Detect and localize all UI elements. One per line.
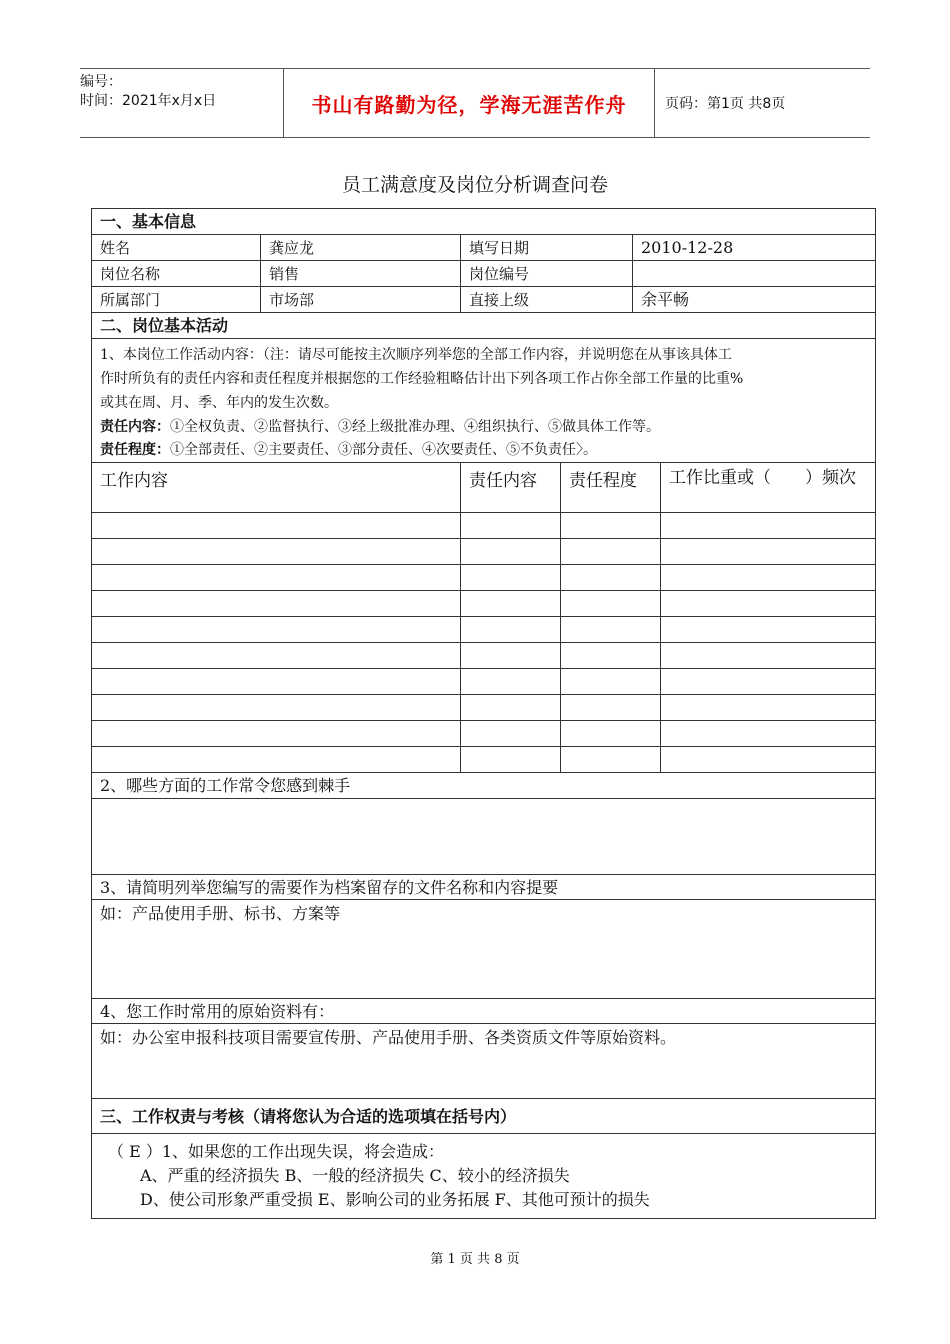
table-cell[interactable] <box>460 617 560 642</box>
table-cell[interactable] <box>460 669 560 694</box>
q4-label: 4、您工作时常用的原始资料有： <box>100 1002 335 1021</box>
info-row <box>92 261 875 287</box>
table-cell[interactable] <box>660 721 875 746</box>
table-cell[interactable] <box>560 695 660 720</box>
table-cell[interactable] <box>660 747 875 772</box>
col-work-weight: 工作比重或（ ）频次 <box>660 463 875 512</box>
table-cell[interactable] <box>92 643 460 668</box>
table-row <box>92 669 875 695</box>
table-row <box>92 695 875 721</box>
page-footer: 第 1 页 共 8 页 <box>430 1252 520 1267</box>
table-cell[interactable] <box>92 539 460 564</box>
q4-answer-area[interactable] <box>92 1024 875 1099</box>
table-cell[interactable] <box>92 721 460 746</box>
resp-degree-text: ①全部责任、②主要责任、③部分责任、④次要责任、⑤不负责任〉。 <box>170 442 597 458</box>
section3-heading: 三、工作权责与考核（请将您认为合适的选项填在括号内） <box>100 1107 517 1126</box>
table-cell[interactable] <box>92 695 460 720</box>
section3-q1 <box>92 1134 875 1218</box>
info-label-position-code: 岗位编号 <box>460 261 632 286</box>
table-cell[interactable] <box>460 539 560 564</box>
q2-row <box>92 773 875 799</box>
q3-answer-area[interactable] <box>92 900 875 999</box>
table-cell[interactable] <box>660 513 875 538</box>
info-value-department: 市场部 <box>260 287 460 312</box>
table-cell[interactable] <box>660 695 875 720</box>
table-cell[interactable] <box>460 721 560 746</box>
section1-heading: 一、基本信息 <box>100 212 197 231</box>
intro-line: 1、本岗位工作活动内容：（注：请尽可能按主次顺序列举您的全部工作内容，并说明您在从事该具体工 <box>100 347 732 363</box>
document-title: 员工满意度及岗位分析调查问卷 <box>341 174 608 196</box>
intro-line: 或其在周、月、季、年内的发生次数。 <box>100 395 338 411</box>
table-cell[interactable] <box>660 669 875 694</box>
col-resp-content: 责任内容 <box>460 463 560 512</box>
survey-table <box>91 208 876 1219</box>
number-label: 编号： <box>80 74 122 90</box>
info-label-position: 岗位名称 <box>100 265 161 283</box>
s3-q1-options-1: A、严重的经济损失 B、一般的经济损失 C、较小的经济损失 <box>140 1166 570 1185</box>
table-cell[interactable] <box>92 669 460 694</box>
q2-label: 2、哪些方面的工作常令您感到棘手 <box>100 776 351 795</box>
col-work-content: 工作内容 <box>100 471 168 491</box>
time-label: 时间：2021年x月x日 <box>80 93 217 109</box>
page-header <box>80 68 870 138</box>
section1-heading-row <box>92 209 875 235</box>
q3-row <box>92 875 875 900</box>
info-value-position-code <box>632 261 875 286</box>
table-row <box>92 513 875 539</box>
table-row <box>92 565 875 591</box>
info-label-department: 所属部门 <box>100 291 161 309</box>
section2-heading-row <box>92 313 875 339</box>
info-value-supervisor: 余平畅 <box>632 287 875 312</box>
section2-heading: 二、岗位基本活动 <box>100 316 229 335</box>
table-cell[interactable] <box>92 513 460 538</box>
table-cell[interactable] <box>660 539 875 564</box>
q4-row <box>92 999 875 1024</box>
table-row <box>92 591 875 617</box>
resp-degree-line <box>92 439 875 461</box>
s3-q1-options-2: D、使公司形象严重受损 E、影响公司的业务拓展 F、其他可预计的损失 <box>140 1190 650 1209</box>
table-cell[interactable] <box>560 513 660 538</box>
table-cell[interactable] <box>92 747 460 772</box>
q3-answer: 如：产品使用手册、标书、方案等 <box>100 904 341 923</box>
info-label-name: 姓名 <box>100 239 131 257</box>
info-value-position: 销售 <box>260 261 460 286</box>
table-cell[interactable] <box>560 643 660 668</box>
q3-label: 3、请简明列举您编写的需要作为档案留存的文件名称和内容提要 <box>100 878 559 897</box>
table-cell[interactable] <box>460 643 560 668</box>
header-page-info: 页码：第1页 共8页 <box>665 96 786 112</box>
section3-heading-row <box>92 1099 875 1134</box>
resp-content-text: ①全权负责、②监督执行、③经上级批准办理、④组织执行、⑤做具体工作等。 <box>170 419 660 435</box>
table-cell[interactable] <box>92 617 460 642</box>
table-cell[interactable] <box>660 591 875 616</box>
q4-answer: 如：办公室申报科技项目需要宣传册、产品使用手册、各类资质文件等原始资料。 <box>100 1028 677 1047</box>
info-value-name: 龚应龙 <box>260 235 460 260</box>
resp-degree-label: 责任程度： <box>100 442 170 458</box>
s3-q1-label: （ E ）1、如果您的工作出现失误，将会造成： <box>108 1142 445 1161</box>
table-cell[interactable] <box>560 565 660 590</box>
intro-line: 作时所负有的责任内容和责任程度并根据您的工作经验粗略估计出下列各项工作占你全部工作量的比重% <box>100 371 744 387</box>
table-row <box>92 617 875 643</box>
table-cell[interactable] <box>460 513 560 538</box>
table-cell[interactable] <box>92 565 460 590</box>
table-cell[interactable] <box>460 565 560 590</box>
table-row <box>92 643 875 669</box>
col-resp-degree: 责任程度 <box>560 463 660 512</box>
table-cell[interactable] <box>560 721 660 746</box>
table-row <box>92 539 875 565</box>
header-motto: 书山有路勤为径，学海无涯苦作舟 <box>283 69 655 137</box>
table-cell[interactable] <box>560 591 660 616</box>
table-cell[interactable] <box>560 539 660 564</box>
table-cell[interactable] <box>460 695 560 720</box>
table-cell[interactable] <box>560 669 660 694</box>
table-row <box>92 721 875 747</box>
table-cell[interactable] <box>460 591 560 616</box>
info-label-date: 填写日期 <box>460 235 632 260</box>
info-label-supervisor: 直接上级 <box>460 287 632 312</box>
work-table-header <box>92 463 875 513</box>
table-row <box>92 747 875 773</box>
info-row <box>92 235 875 261</box>
q2-answer-area[interactable] <box>92 799 875 875</box>
resp-content-label: 责任内容： <box>100 419 170 435</box>
table-cell[interactable] <box>92 591 460 616</box>
table-cell[interactable] <box>560 747 660 772</box>
table-cell[interactable] <box>560 617 660 642</box>
resp-content-line <box>92 415 875 439</box>
table-cell[interactable] <box>660 565 875 590</box>
table-cell[interactable] <box>660 617 875 642</box>
header-meta <box>80 69 283 137</box>
info-row <box>92 287 875 313</box>
table-cell[interactable] <box>660 643 875 668</box>
table-cell[interactable] <box>460 747 560 772</box>
section2-intro <box>92 339 875 463</box>
info-value-date: 2010-12-28 <box>632 235 875 260</box>
